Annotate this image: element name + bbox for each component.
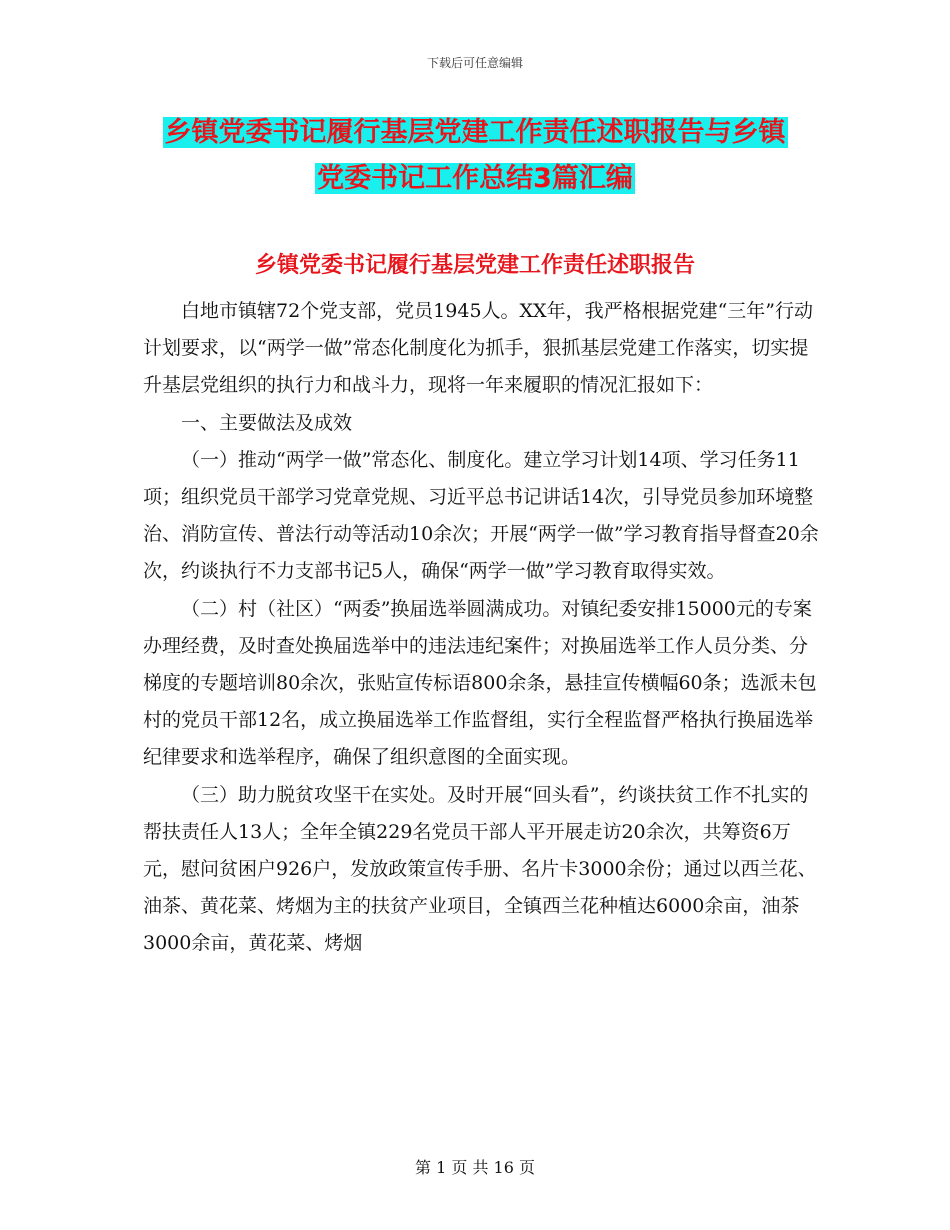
paragraph-intro: 白地市镇辖72个党支部，党员1945人。XX年，我严格根据党建“三年”行动计划要求，以“两学一做”常态化制度化为抓手，狠抓基层党建工作落实，切实提升基层党组织的执行力和战斗力，现将一年来履职的情况汇报如下： [143, 300, 814, 397]
section-title: 乡镇党委书记履行基层党建工作责任述职报告 [254, 253, 695, 278]
paragraph-item-2: （二）村（社区）“两委”换届选举圆满成功。对镇纪委安排15000元的专案办理经费，及时查处换届选举中的违法违纪案件；对换届选举工作人员分类、分梯度的专题培训80余次，张贴宣传标语800余条，悬挂宣传横幅60条；选派未包村的党员干部12名，成立换届选举工作监督组，实行全程监督严格执行换届选举纪律要求和选举程序，确保了组织意图的全面实现。 [143, 597, 817, 769]
document-title-line-2 [0, 156, 950, 195]
body-text [143, 293, 823, 963]
paragraph-item-1: （一）推动“两学一做”常态化、制度化。建立学习计划14项、学习任务11项；组织党员干部学习党章党规、习近平总书记讲话14次，引导党员参加环境整治、消防宣传、普法行动等活动10余次；开展“两学一做”学习教育指导督查20余次，约谈执行不力支部书记5人，确保“两学一做”学习教育取得实效。 [143, 448, 819, 583]
document-title-line-1 [0, 110, 950, 149]
title-highlight-2: 党委书记工作总结3篇汇编 [317, 163, 633, 194]
page-footer: 第 1 页 共 16 页 [415, 1158, 535, 1177]
paragraph-item-3: （三）助力脱贫攻坚干在实处。及时开展“回头看”，约谈扶贫工作不扎实的帮扶责任人13人；全年全镇229名党员干部人平开展走访20余次，共筹资6万元，慰问贫困户926户，发放政策宣传手册、名片卡3000余份；通过以西兰花、油茶、黄花菜、烤烟为主的扶贫产业项目，全镇西兰花种植达6000余亩，油茶3000余亩，黄花菜、烤烟 [143, 783, 817, 955]
heading-main-practices: 一、主要做法及成效 [181, 411, 353, 434]
header-note: 下载后可任意编辑 [426, 56, 523, 70]
title-highlight-1: 乡镇党委书记履行基层党建工作责任述职报告与乡镇 [164, 117, 786, 148]
